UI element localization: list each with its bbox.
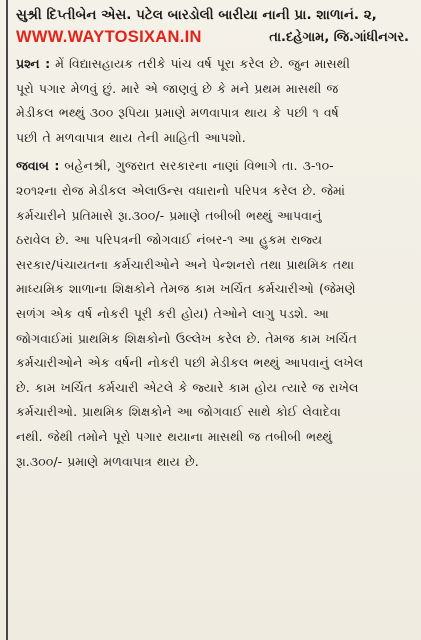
column-divider xyxy=(6,0,8,640)
answer-line: સળંગ એક વર્ષ નોકરી પૂરી કરી હોય) તેઓને લાગુ પડશે. આ xyxy=(16,305,329,321)
answer-line: સરકાર/પંચાયતના કર્મચારીઓને અને પેન્શનરો તથા પ્રાથમિક તથા xyxy=(16,256,355,272)
answer-line: માધ્યમિક શાળાના શિક્ષકોને તેમજ કામ ખર્ચિત કર્મચારીઓ (જેમણે xyxy=(16,281,356,297)
site-watermark: WWW.WAYTOSIXAN.IN xyxy=(16,28,202,46)
question-line: પૂરો પગાર મેળવું છું. મારે એ જાણવું છે કે મને પ્રથમ માસથી જ xyxy=(16,80,339,96)
article-body xyxy=(16,6,413,474)
place-line: તા.દહેગામ, જિ.ગાંધીનગર. xyxy=(269,30,409,45)
question-line: પ્રશ્ન : મેં વિદ્યાસહાયક તરીકે પાંચ વર્ષ પૂરા કરેલ છે. જુન માસથી xyxy=(16,56,350,71)
question-line: મેડીકલ ભથ્થું ૩૦૦ રૂપિયા પ્રમાણે મળવાપાત્ર થાય કે પછી ૧ વર્ષ xyxy=(16,105,339,121)
answer-line: કર્મચારીઓ. પ્રાથમિક શિક્ષકોને આ જોગવાઈ સાથે કોઈ લેવાદેવા xyxy=(16,404,341,420)
answer-line: ૨૦૧૨ના રોજ મેડીકલ એલાઉન્સ વધારાનો પરિપત્ર કરેલ છે. જેમાં xyxy=(16,182,345,198)
question-paragraph xyxy=(16,52,413,150)
answer-line: જવાબ : બહેનશ્રી, ગુજરાત સરકારના નાણાં વિભાગે તા. ૩-૧૦- xyxy=(16,158,334,174)
answer-line: કર્મચારીઓને એક વર્ષની નોકરી પછી મેડીકલ ભથ્થું આપવાનું લખેલ xyxy=(16,355,364,371)
question-label: પ્રશ્ન : xyxy=(16,56,51,71)
answer-paragraph xyxy=(16,154,413,474)
answer-line: કર્મચારીને પ્રતિમાસે રૂા.૩૦૦/- પ્રમાણે તબીબી ભથ્થું આપવાનું xyxy=(16,207,322,223)
answer-line: રૂા.૩૦૦/- પ્રમાણે મળવાપાત્ર થાય છે. xyxy=(16,453,199,469)
answer-line: છે. કામ ખર્ચિત કર્મચારી એટલે કે જ્યારે કામ હોય ત્યારે જ રાખેલ xyxy=(16,379,359,395)
answer-line: નથી. જેથી તમોને પૂરો પગાર થયાના માસથી જ તબીબી ભથ્થું xyxy=(16,428,333,444)
answer-line: જોગવાઈમાં પ્રાથમિક શિક્ષકોનો ઉલ્લેખ કરેલ છે. તેમજ કામ ખર્ચિત xyxy=(16,330,357,346)
answer-line: ઠરાવેલ છે. આ પરિપત્રની જોગવાઈ નંબર-૧ આ હુકમ રાજ્ય xyxy=(16,232,323,248)
question-line: પછી તે મળવાપાત્ર થાય તેની માહિતી આપશો. xyxy=(16,129,246,145)
answer-label: જવાબ : xyxy=(16,158,60,174)
author-line: સુશ્રી દિપ્તીબેન એસ. પટેલ બારડોલી બારીયા નાની પ્રા. શાળાનં. ૨, xyxy=(16,7,377,23)
